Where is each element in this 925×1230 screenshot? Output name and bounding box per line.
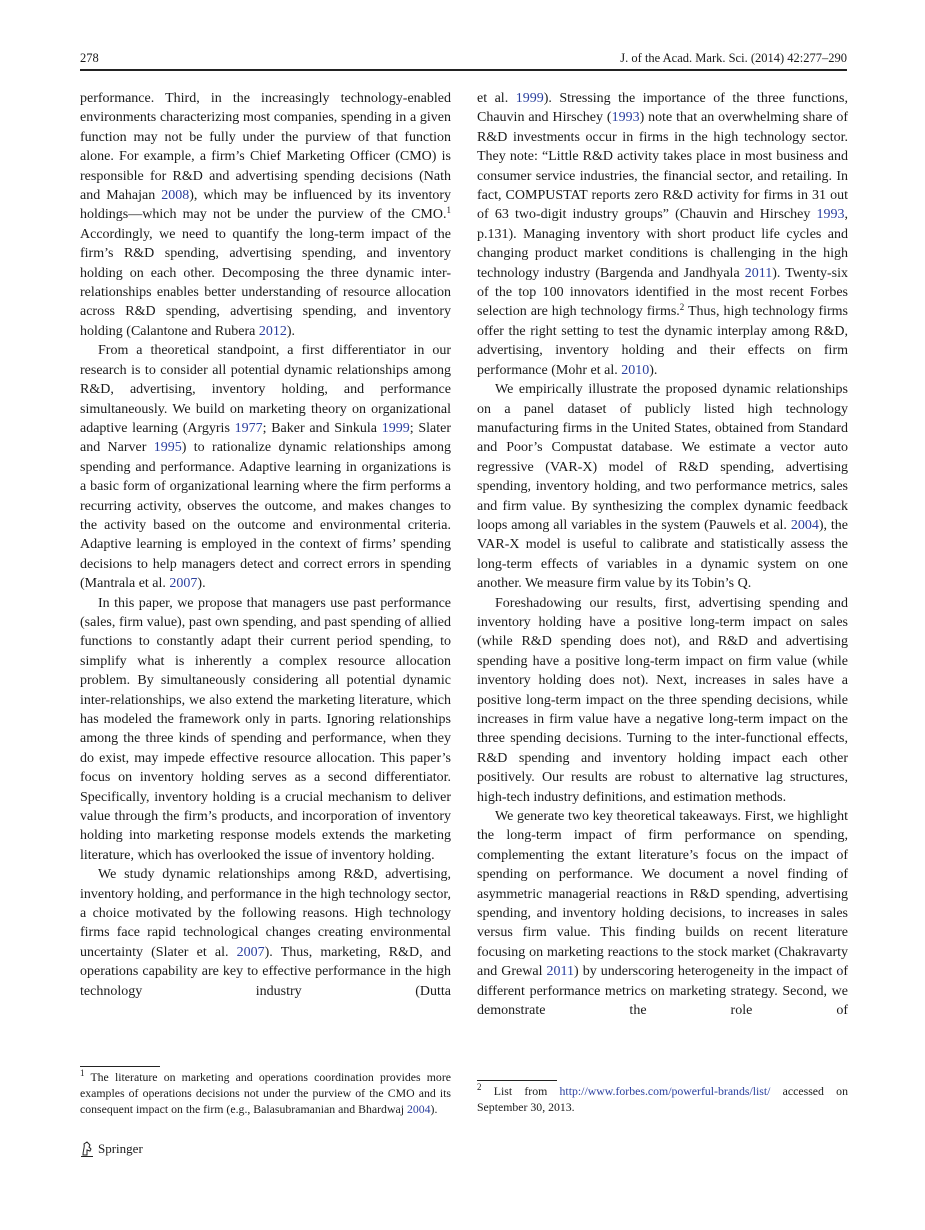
text-run: Foreshadowing our results, first, advertising spending and inventory holding have a positive long-term impact on sales (while R&D spending does not), and R&D and advertising spending have a positive long-term impact on firm value (while inventory holding does not). Next, increases in sales have a positive long-term impact on the three spending decisions, while increases in firm value have a negative long-term impact on the three spending decisions. Turning to the inter-functional effects, R&D spending and inventory holding impact each other positively. Our results are robust to alternative lag structures, high-tech industry definitions, and estimation methods. bbox=[477, 595, 848, 805]
footnote-marker[interactable]: 2 bbox=[477, 1082, 482, 1092]
footnote-text bbox=[477, 1083, 848, 1115]
citation-link[interactable]: 1995 bbox=[153, 440, 182, 456]
text-run: performance. Third, in the increasingly technology-enabled environments characterizing most companies, spending in a given function may not be fully under the purview of that function alone. For example, a firm’s Chief Marketing Officer (CMO) is responsible for R&D and advertising spending decisions (Nath and Mahajan bbox=[80, 91, 451, 204]
citation-link[interactable]: 2008 bbox=[161, 188, 190, 204]
citation-link[interactable]: 1977 bbox=[234, 420, 263, 436]
text-run: ) note that an overwhelming share of R&D investments occur in firms in the high technology sector. They note: “Little R&D activity takes place in most business and consumer service industries, the financial sector, and retailing. In fact, COMPUSTAT reports zero R&D activity for firms in 31 out of 63 two-digit industry groups” (Chauvin and Hirschey bbox=[477, 110, 849, 223]
text-run: ). bbox=[197, 576, 206, 592]
publisher-name: Springer bbox=[98, 1141, 143, 1156]
footnote-rule bbox=[80, 1066, 160, 1067]
text-run: , p.131). Managing inventory with short product life cycles and changing product market conditions is challenging in the high technology industry (Bargenda and Jandhyala bbox=[477, 207, 848, 281]
running-header bbox=[80, 49, 847, 71]
citation-link[interactable]: 1999 bbox=[515, 91, 544, 106]
page-number: 278 bbox=[80, 51, 99, 65]
text-run: From a theoretical standpoint, a first differentiator in our research is to consider all potential dynamic relationships among R&D, advertising, inventory holding, and performance simultaneously. We build on marketing theory on organizational adaptive learning (Argyris bbox=[80, 343, 451, 436]
text-run: We empirically illustrate the proposed dynamic relationships on a panel dataset of publicly listed high technology manufacturing firms in the United States, obtained from Standard and Poor’s Compustat database. We estimate a vector auto regressive (VAR-X) model of R&D spending, advertising spending, inventory holding, and two performance metrics, sales and firm value. By synthesizing the complex dynamic feedback loops among all variables in the system (Pauwels et al. bbox=[477, 382, 848, 533]
footnote-rule bbox=[477, 1080, 557, 1081]
text-run: ). bbox=[649, 362, 658, 378]
text-run: ) to rationalize dynamic relationships among spending and performance. Adaptive learning in organizations is a basic form of organizational learning where the firm performs a recurring activity, observes the outcome, and makes changes to the activity based on the outcome and environmental criteria. Adaptive learning is employed in the context of firms’ spending decisions to help managers detect and correct errors in spending (Mantrala et al. bbox=[80, 440, 452, 592]
text-run: ). Twenty-six of the top 100 innovators identified in the most recent Forbes selection are high technology firms. bbox=[477, 265, 848, 320]
text-run: accessed on September 30, 2013. bbox=[477, 1084, 848, 1114]
publisher-logo bbox=[80, 1141, 143, 1157]
text-run: ). bbox=[430, 1102, 438, 1116]
citation-link[interactable]: 2011 bbox=[546, 964, 574, 980]
text-run: ; Slater and Narver bbox=[80, 420, 451, 456]
journal-citation: J. of the Acad. Mark. Sci. (2014) 42:277–290 bbox=[620, 51, 847, 65]
paragraph bbox=[477, 807, 848, 1020]
text-run: List from bbox=[481, 1084, 560, 1098]
footnote-marker[interactable]: 1 bbox=[446, 205, 451, 216]
citation-link[interactable]: 2011 bbox=[744, 265, 773, 281]
paragraph bbox=[80, 341, 451, 593]
citation-link[interactable]: 2010 bbox=[621, 362, 650, 378]
text-run: The literature on marketing and operations coordination provides more examples of operations decisions not under the purview of the CMO and its consequent impact on the firm (e.g., Balasubramanian and Bhardwaj bbox=[80, 1070, 451, 1116]
citation-link[interactable]: 1993 bbox=[611, 110, 640, 126]
paragraph bbox=[80, 594, 451, 866]
footnote-marker[interactable]: 1 bbox=[80, 1068, 85, 1078]
text-run: ). bbox=[286, 323, 296, 339]
paragraph bbox=[477, 380, 848, 593]
text-run: We generate two key theoretical takeaways. First, we highlight the long-term impact of firm performance on spending, complementing the extant literature’s focus on the impact of spending on performance. We document a novel finding of asymmetric managerial reactions in R&D spending, advertising spending, and inventory holding decisions, to increases in sales versus firm value. This finding builds on recent literature focusing on marketing reactions to the stock market (Chakravarty and Grewal bbox=[477, 809, 848, 980]
text-run: ). Thus, marketing, R&D, and operations capability are key to effective performance in the high technology industry (Dutta bbox=[80, 944, 451, 999]
right-column bbox=[477, 89, 848, 1021]
paragraph bbox=[477, 89, 848, 380]
citation-link[interactable]: 2007 bbox=[169, 576, 198, 592]
text-run: In this paper, we propose that managers use past performance (sales, firm value), past own spending, and past spending of allied functions to constantly adapt their current period spending, to simplify what is inherently a complex resource allocation problem. By simultaneously considering all potential dynamic inter-relationships, we also extend the marketing literature, which has modeled the framework only in parts. Ignoring relationships among the three kinds of spending and performance, when they do exist, may impede effective resource allocation. This paper’s focus on inventory holding serves as a second differentiator. Specifically, inventory holding is a crucial mechanism to deliver value through the firm’s products, and incorporation of inventory holding into marketing response models extends the marketing literature, which has overlooked the issue of inventory holding. bbox=[80, 595, 451, 863]
springer-horse-icon bbox=[80, 1141, 94, 1157]
text-run: ), the VAR-X model is useful to calibrate and statistically assess the long-term effects of variables in a dynamic system on one another. We measure firm value by its Tobin’s Q. bbox=[477, 517, 849, 592]
footnote-1 bbox=[80, 1066, 451, 1117]
text-run: Accordingly, we need to quantify the long-term impact of the firm’s R&D spending, advertising spending, and inventory holding on each other. Decomposing the three dynamic inter-relationships enables better understanding of resource allocation across R&D spending, advertising spending, and inventory holding (Calantone and Rubera bbox=[80, 226, 451, 339]
text-run: We study dynamic relationships among R&D, advertising, inventory holding, and performance in the high technology sector, a choice motivated by the following reasons. High technology firms face rapid technological changes creating environmental uncertainty (Slater et al. bbox=[80, 867, 451, 960]
paragraph bbox=[80, 89, 451, 341]
text-run: et al. bbox=[477, 91, 516, 106]
citation-link[interactable]: 2012 bbox=[258, 323, 287, 339]
footnote-text bbox=[80, 1069, 451, 1117]
text-run: ). Stressing the importance of the three functions, Chauvin and Hirschey ( bbox=[477, 91, 848, 126]
paragraph bbox=[80, 865, 451, 1001]
citation-link[interactable]: 2007 bbox=[236, 944, 265, 960]
left-column bbox=[80, 89, 451, 1001]
text-run: Thus, high technology firms offer the right setting to test the dynamic interplay among R&D, advertising, inventory holding and their effects on firm performance (Mohr et al. bbox=[477, 304, 848, 378]
text-run: ; Baker and Sinkula bbox=[262, 420, 382, 436]
citation-link[interactable]: 2004 bbox=[406, 1102, 431, 1116]
text-run: ) by underscoring heterogeneity in the impact of different performance metrics on marketing strategy. Second, we demonstrate the role of bbox=[477, 964, 848, 1019]
text-run: ), which may be influenced by its inventory holdings—which may not be under the purview of the CMO. bbox=[80, 188, 451, 223]
footnote-2 bbox=[477, 1080, 848, 1115]
citation-link[interactable]: 1993 bbox=[816, 207, 845, 223]
citation-link[interactable]: http://www.forbes.com/powerful-brands/list/ bbox=[559, 1084, 771, 1098]
paragraph bbox=[477, 594, 848, 807]
footnote-marker[interactable]: 2 bbox=[679, 302, 685, 313]
citation-link[interactable]: 2004 bbox=[790, 517, 819, 533]
citation-link[interactable]: 1999 bbox=[381, 420, 410, 436]
